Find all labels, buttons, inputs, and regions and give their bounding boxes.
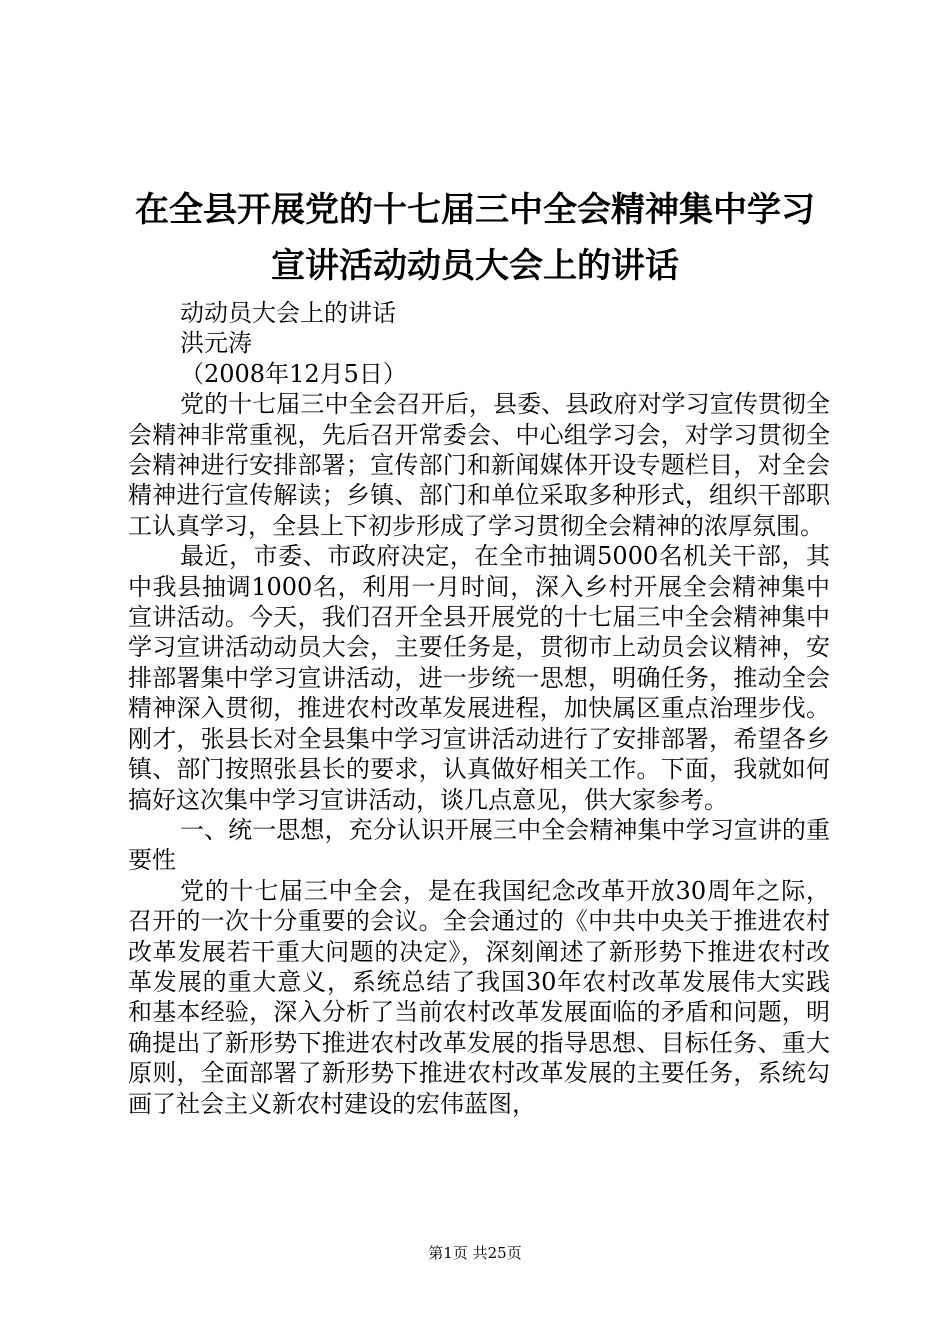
- body-paragraph: 党的十七届三中全会，是在我国纪念改革开放30周年之际，召开的一次十分重要的会议。全会通过的《中共中央关于推进农村改革发展若干重大问题的决定》，深刻阐述了新形势下推进农村改革发展的重大意义，系统总结了我国30年农村改革发展伟大实践和基本经验，深入分析了当前农村改革发展面临的矛盾和问题，明确提出了新形势下推进农村改革发展的指导思想、目标任务、重大原则，全面部署了新形势下推进农村改革发展的主要任务，系统勾画了社会主义新农村建设的宏伟蓝图，: [128, 876, 830, 1118]
- speaker-name: 洪元涛: [180, 329, 252, 358]
- document-title-line-1: 在全县开展党的十七届三中全会精神集中学习: [135, 190, 815, 230]
- document-title-line-2: 宣讲活动动员大会上的讲话: [271, 246, 679, 286]
- body-paragraph: 党的十七届三中全会召开后，县委、县政府对学习宣传贯彻全会精神非常重视，先后召开常委会、中心组学习会，对学习贯彻全会精神进行安排部署；宣传部门和新闻媒体开设专题栏目，对全会精神进行宣传解读；乡镇、部门和单位采取多种形式，组织干部职工认真学习，全县上下初步形成了学习贯彻全会精神的浓厚氛围。: [128, 390, 830, 540]
- subtitle-paragraph: 动动员大会上的讲话: [180, 299, 396, 327]
- document-body: [128, 298, 830, 1119]
- section-heading: 一、统一思想，充分认识开展三中全会精神集中学习宣讲的重要性: [128, 815, 830, 875]
- speech-date: （2008年12月5日）: [180, 359, 407, 388]
- body-paragraph: 最近，市委、市政府决定，在全市抽调5000名机关干部，其中我县抽调1000名，利用一月时间，深入乡村开展全会精神集中宣讲活动。今天，我们召开全县开展党的十七届三中全会精神集中学习宣讲活动动员大会，主要任务是，贯彻市上动员会议精神，安排部署集中学习宣讲活动，进一步统一思想，明确任务，推动全会精神深入贯彻，推进农村改革发展进程，加快属区重点治理步伐。刚才，张县长对全县集中学习宣讲活动进行了安排部署，希望各乡镇、部门按照张县长的要求，认真做好相关工作。下面，我就如何搞好这次集中学习宣讲活动，谈几点意见，供大家参考。: [128, 542, 830, 814]
- page-indicator: 第1页 共25页: [428, 1244, 522, 1262]
